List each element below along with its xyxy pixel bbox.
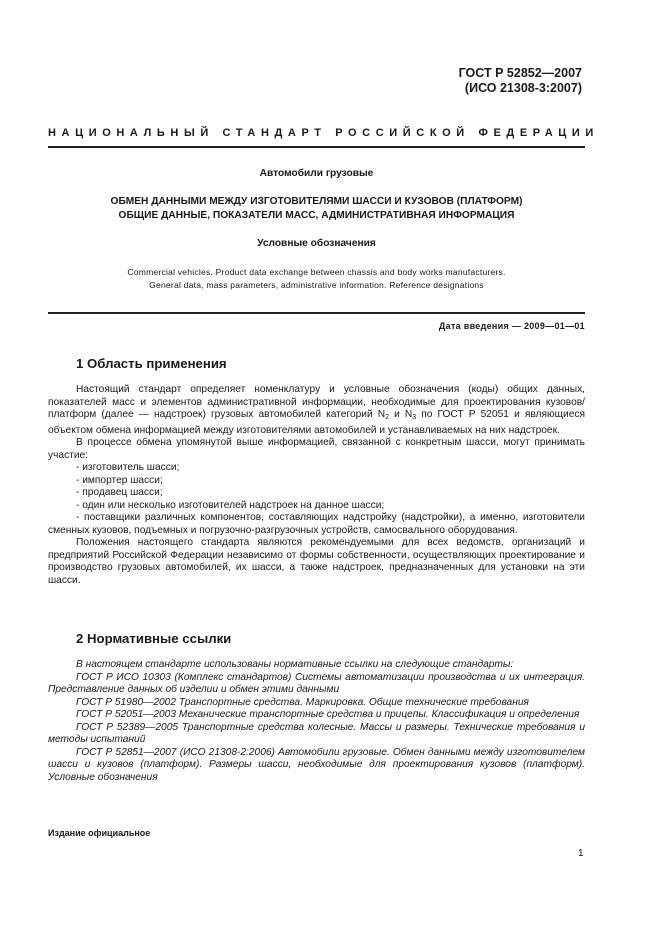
reference-item: ГОСТ Р ИСО 10303 (Комплекс стандартов) Системы автоматизации производства и их интеграция. Представление данных об изделии и обмен этими данными xyxy=(48,671,585,695)
list-item: - поставщики различных компонентов, составляющих надстройку (надстройки), а именно, изготовители сменных кузовов, подъемных и погрузочно-разгрузочных устройств, самосвального оборудования. xyxy=(48,512,585,536)
english-title-line-1: Commercial vehicles. Product data exchange between chassis and body works manufacturers. xyxy=(127,267,506,277)
designation-subtitle: Условные обозначения xyxy=(257,238,376,249)
page-number: 1 xyxy=(578,848,584,859)
iso-equivalent: (ИСО 21308-3:2007) xyxy=(464,81,582,95)
list-item: - продавец шасси; xyxy=(76,487,163,498)
title-line-2: ОБЩИЕ ДАННЫЕ, ПОКАЗАТЕЛИ МАСС, АДМИНИСТРАТИВНАЯ ИНФОРМАЦИЯ xyxy=(118,210,515,221)
english-title xyxy=(48,266,585,292)
reference-item: ГОСТ Р 52389—2005 Транспортные средства колесные. Массы и размеры. Технические требования и методы испытаний xyxy=(48,721,585,745)
reference-item: ГОСТ Р 52051—2003 Механические транспортные средства и прицепы. Классификация и определения xyxy=(76,709,580,720)
header-divider xyxy=(48,146,585,148)
list-item: - импортер шасси; xyxy=(76,474,163,486)
standard-number: ГОСТ Р 52852—2007 xyxy=(458,66,582,80)
reference-item: ГОСТ Р 52851—2007 (ИСО 21308-2:2006) Автомобили грузовые. Обмен данными между изготовителем шасси и кузовов (платформ). Размеры шасси, необходимые для проектирования кузовов (платформ). Условные обозначения xyxy=(48,746,585,783)
title-line-1: ОБМЕН ДАННЫМИ МЕЖДУ ИЗГОТОВИТЕЛЯМИ ШАССИ И КУЗОВОВ (ПЛАТФОРМ) xyxy=(110,196,523,207)
document-subject: Автомобили грузовые xyxy=(259,168,374,179)
section-1-body xyxy=(48,384,585,587)
scope-paragraph-1: Настоящий стандарт определяет номенклатуру и условные обозначения (коды) общих данных, показателей масс и элементов административной информации, необходимые для проектирования кузовов/платформ (далее — надстроек) грузовых автомобилей категорий $N_2$ и $N_3$ по ГОСТ Р 52051 и являющиеся объектом обмена информацией между изготовителями автомобилей и устанавливаемых на них надстроек. xyxy=(48,384,585,436)
document-title xyxy=(48,195,585,223)
effective-date: Дата введения — 2009—01—01 xyxy=(438,321,585,331)
section-1-heading: 1 Область применения xyxy=(76,356,227,371)
reference-item: ГОСТ Р 51980—2002 Транспортные средства. Маркировка. Общие технические требования xyxy=(76,696,529,708)
standard-designation xyxy=(459,66,582,96)
references-intro: В настоящем стандарте использованы нормативные ссылки на следующие стандарты: xyxy=(76,659,514,670)
title-divider xyxy=(48,312,585,314)
scope-paragraph-3: Положения настоящего стандарта являются рекомендуемыми для всех ведомств, организаций и предприятий Российской Федерации независимо от формы собственности, осуществляющих проектирование и производство грузовых автомобилей, их шасси, а также надстроек, предназначенных для установки на эти шасси. xyxy=(48,537,585,586)
section-2-heading: 2 Нормативные ссылки xyxy=(76,631,232,646)
official-edition: Издание официальное xyxy=(48,828,151,838)
national-standard-banner: НАЦИОНАЛЬНЫЙ СТАНДАРТ РОССИЙСКОЙ ФЕДЕРАЦИИ xyxy=(48,127,599,139)
scope-paragraph-2: В процессе обмена упомянутой выше информацией, связанной с конкретным шасси, могут принимать участие: xyxy=(48,437,585,461)
list-item: - один или несколько изготовителей надстроек на данное шасси; xyxy=(76,499,385,511)
list-item: - изготовитель шасси; xyxy=(76,462,180,473)
section-2-body xyxy=(48,659,585,784)
english-title-line-2: General data, mass parameters, administrative information. Reference designations xyxy=(149,280,484,290)
